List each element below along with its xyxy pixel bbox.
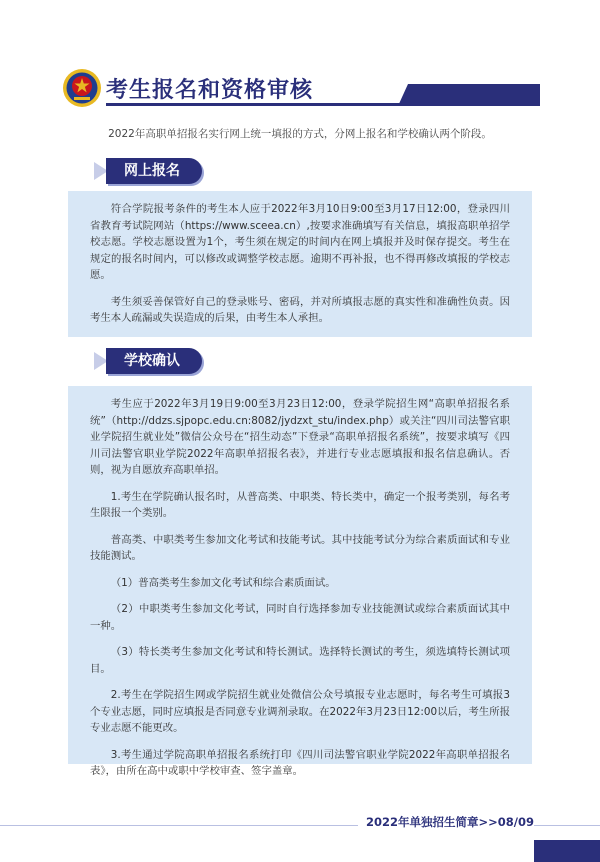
footer-accent-block bbox=[534, 840, 600, 862]
paragraph: （1）普高类考生参加文化考试和综合素质面试。 bbox=[110, 576, 336, 589]
footer-page-label: 2022年单独招生简章>>08/09 bbox=[358, 814, 534, 830]
paragraph: 考生须妥善保管好自己的登录账号、密码，并对所填报志愿的真实性和准确性负责。因考生本人疏漏或失误造成的后果，由考生本人承担。 bbox=[90, 295, 510, 324]
section-title: 网上报名 bbox=[106, 158, 202, 184]
section-title: 学校确认 bbox=[106, 348, 202, 374]
paragraph: 普高类、中职类考生参加文化考试和技能考试。其中技能考试分为综合素质面试和专业技能测试。 bbox=[90, 533, 510, 562]
paragraph: 3.考生通过学院高职单招报名系统打印《四川司法警官职业学院2022年高职单招报名表》，由所在高中或职中学校审查、签字盖章。 bbox=[90, 748, 510, 777]
police-emblem-icon bbox=[62, 68, 102, 108]
title-accent-block bbox=[398, 84, 540, 106]
paragraph: 考生应于2022年3月19日9:00至3月23日12:00，登录学院招生网“高职单招报名系统”（http://ddzs.sjpopc.edu.cn:8082/jydzxt_stu/index.php）或关注“四川司法警官职业学院招生就业处”微信公众号在“招生动态”下登录“高职单招报名系统”，按要求填写《四川司法警官职业学院2022年高职单招报名表》，并进行专业志愿填报和报名信息确认。否则，视为自愿放弃高职单招。 bbox=[90, 398, 510, 476]
page-title: 考生报名和资格审核 bbox=[106, 78, 314, 103]
online-registration-panel bbox=[68, 191, 532, 337]
paragraph: 1.考生在学院确认报名时，从普高类、中职类、特长类中，确定一个报考类别，每名考生限报一个类别。 bbox=[90, 490, 510, 519]
paragraph: 2.考生在学院招生网或学院招生就业处微信公众号填报专业志愿时，每名考生可填报3个专业志愿，同时应填报是否同意专业调剂录取。在2022年3月23日12:00以后，考生所报专业志愿不能更改。 bbox=[90, 689, 510, 734]
intro-text: 2022年高职单招报名实行网上统一填报的方式，分网上报名和学校确认两个阶段。 bbox=[108, 128, 492, 140]
paragraph: （2）中职类考生参加文化考试，同时自行选择参加专业技能测试或综合素质面试其中一种。 bbox=[90, 603, 510, 632]
paragraph: 符合学院报考条件的考生本人应于2022年3月10日9:00至3月17日12:00，登录四川省教育考试院网站（https://www.sceea.cn）,按要求准确填写有关信息，填报高职单招学校志愿。学校志愿设置为1个，考生须在规定的时间内在网上填报并及时保存提交。考生在规定的报名时间内，可以修改或调整学校志愿。逾期不再补报，也不得再修改填报的学校志愿。 bbox=[90, 203, 510, 281]
school-confirmation-panel bbox=[68, 386, 532, 777]
paragraph: （3）特长类考生参加文化考试和特长测试。选择特长测试的考生，须选填特长测试项目。 bbox=[90, 646, 510, 675]
page-header bbox=[62, 68, 542, 112]
